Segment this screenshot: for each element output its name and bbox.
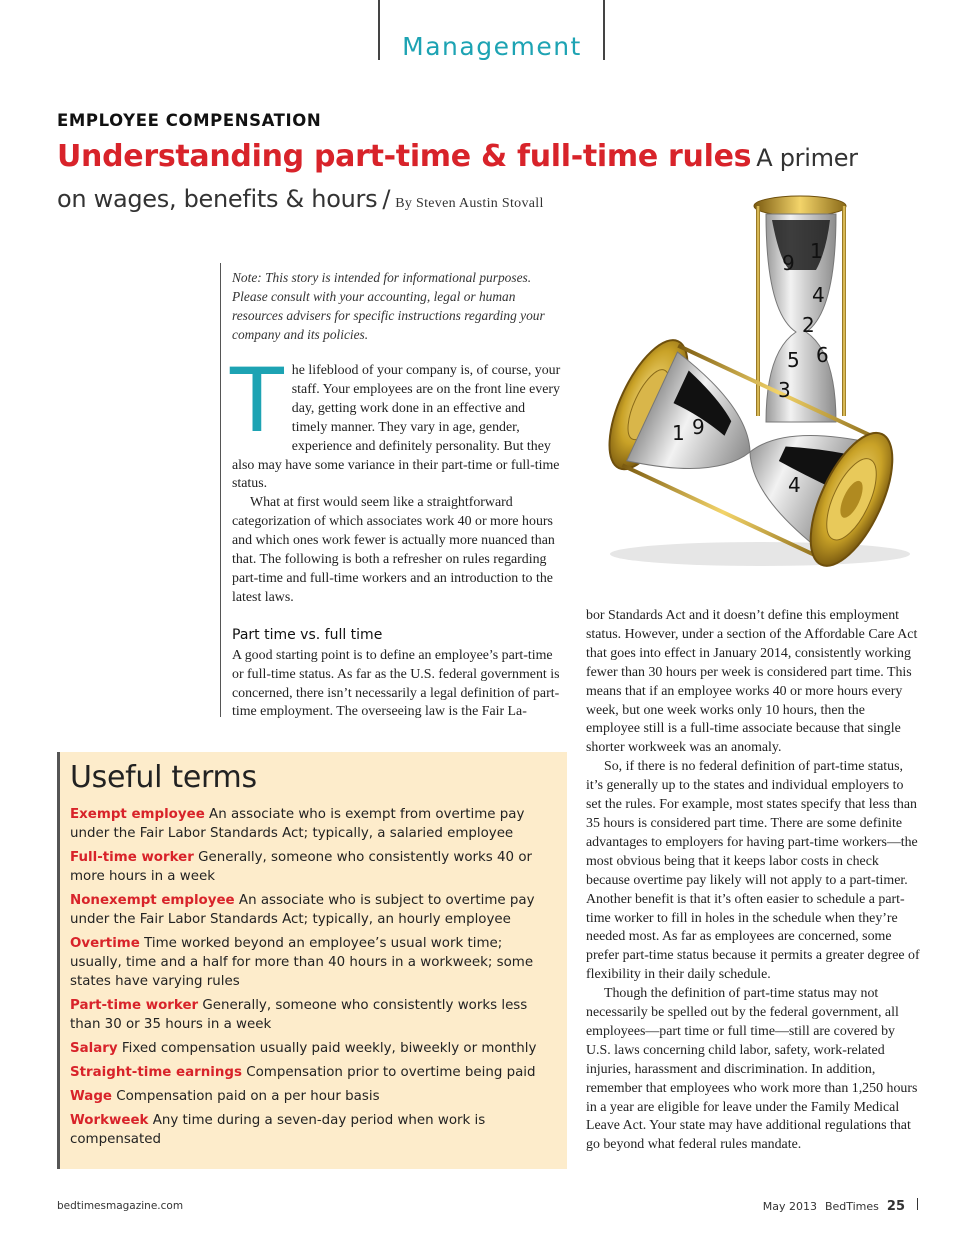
term-name: Nonexempt employee xyxy=(70,893,235,908)
article-subhead: Part time vs. full time xyxy=(232,626,383,643)
clock-numeral: 9 xyxy=(692,415,705,439)
term-definition: Fixed compensation usually paid weekly, biweekly or monthly xyxy=(121,1041,537,1056)
term-item xyxy=(70,848,557,886)
term-item xyxy=(70,1111,557,1149)
term-name: Exempt employee xyxy=(70,807,205,822)
article-paragraph: he lifeblood of your company is, of course, your staff. Your employees are on the front line every day, getting work done in an effective and timely manner. They vary in age, gender, experience and definitely personality. But they also may have some variance in their part-time or full-time status. xyxy=(232,363,561,492)
hourglass-clock-illustration xyxy=(580,192,920,572)
clock-numeral: 5 xyxy=(787,348,800,372)
clock-numeral: 1 xyxy=(810,239,823,263)
clock-numeral: 3 xyxy=(778,378,791,402)
byline: By Steven Austin Stovall xyxy=(395,196,544,211)
article-column-right xyxy=(586,607,922,1155)
term-definition: Any time during a seven-day period when work is compensated xyxy=(70,1113,486,1147)
term-definition: Compensation paid on a per hour basis xyxy=(116,1089,380,1104)
headline-subtitle-b: on wages, benefits & hours xyxy=(57,185,378,213)
article-paragraph: bor Standards Act and it doesn’t define this employment status. However, under a section of the Affordable Care Act that goes into effect in January 2014, consistently working fewer than 30 hours per week is considered part time. This means that if an employee works 40 or more hours every week, but one week works only 10 hours, then the employee still is a full-time associate because that single shorter workweek was an anomaly. xyxy=(586,608,918,756)
article-paragraph: So, if there is no federal definition of part-time status, it’s generally up to the states and individual employers to set the rules. For example, most states specify that less than 35 hours is considered part time. There are some definite advantages to employers for having part-time workers—the most obvious being that it keeps labor costs in check because overtime pay likely will not apply to a part-timer. Another benefit is that it’s often easier to schedule a part-time worker to fill in holes in the schedule when they’re needed most. As far as employees are concerned, some prefer part-time status because it permits a greater degree of flexibility in their daily schedule. xyxy=(586,759,920,983)
clock-numeral: 6 xyxy=(816,343,829,367)
page-number: 25 xyxy=(886,1199,905,1214)
term-definition: Generally, someone who consistently works less than 30 or 35 hours in a week xyxy=(70,998,528,1032)
term-item xyxy=(70,891,557,929)
article-paragraph: What at first would seem like a straightforward categorization of which associates work 40 or more hours and which ones work fewer is actually more nuanced than that. The following is both a refresher on rules regarding part-time and full-time workers and an introduction to the latest laws. xyxy=(232,495,555,605)
term-item xyxy=(70,996,557,1034)
term-name: Wage xyxy=(70,1089,112,1104)
term-definition: An associate who is exempt from overtime pay under the Fair Labor Standards Act; typically, a salaried employee xyxy=(70,807,525,841)
footer-website[interactable]: bedtimesmagazine.com xyxy=(57,1200,184,1212)
term-item xyxy=(70,1087,557,1106)
useful-terms-box xyxy=(57,752,567,1169)
footer-issue: May 2013 xyxy=(762,1200,817,1213)
term-name: Workweek xyxy=(70,1113,149,1128)
editor-note: Note: This story is intended for informational purposes. Please consult with your accounting, legal or human resources advisers for specific instructions regarding your company and its policies. xyxy=(232,270,545,342)
term-name: Part-time worker xyxy=(70,998,199,1013)
term-item xyxy=(70,1039,557,1058)
section-title: Management xyxy=(402,32,582,61)
article-paragraph: Though the definition of part-time status may not necessarily be spelled out by the federal government, all employees—part time or full time—still are covered by U.S. laws concerning child labor, safety, work-related injuries, harassment and discrimination. In addition, remember that employees who work more than 1,250 hours in a year are eligible for leave under the Family Medical Leave Act. Your state may have additional regulations that go beyond what federal rules mandate. xyxy=(586,986,918,1153)
terms-title: Useful terms xyxy=(70,760,257,795)
kicker: EMPLOYEE COMPENSATION xyxy=(57,111,322,130)
clock-numeral: 4 xyxy=(788,473,801,497)
article-column-left xyxy=(230,349,564,722)
headline-slash: / xyxy=(382,185,391,213)
column-rule xyxy=(220,263,221,717)
clock-numeral: 9 xyxy=(782,251,795,275)
drop-cap: T xyxy=(230,349,284,452)
term-definition: Compensation prior to overtime being paid xyxy=(246,1065,536,1080)
clock-numeral: 2 xyxy=(802,313,815,337)
headline-subtitle-a: A primer xyxy=(756,144,858,172)
term-definition: Generally, someone who consistently works 40 or more hours in a week xyxy=(70,850,533,884)
term-name: Overtime xyxy=(70,936,140,951)
term-item xyxy=(70,1063,557,1082)
footer-divider xyxy=(917,1198,918,1210)
term-item xyxy=(70,934,557,991)
term-definition: An associate who is subject to overtime pay under the Fair Labor Standards Act; typically, an hourly employee xyxy=(70,893,535,927)
clock-numeral: 1 xyxy=(672,421,685,445)
clock-numeral: 4 xyxy=(812,283,825,307)
term-definition: Time worked beyond an employee’s usual work time; usually, time and a half for more than 40 hours in a workweek; some states have varying rules xyxy=(70,936,534,989)
headline-title: Understanding part-time & full-time rules xyxy=(57,139,752,174)
term-name: Straight-time earnings xyxy=(70,1065,242,1080)
footer-folio xyxy=(763,1198,918,1214)
term-name: Full-time worker xyxy=(70,850,194,865)
article-paragraph: A good starting point is to define an employee’s part-time or full-time status. As far as the U.S. federal government is concerned, there isn’t necessarily a legal definition of part-time employment. The overseeing law is the Fair La- xyxy=(232,647,560,720)
term-item xyxy=(70,805,557,843)
term-name: Salary xyxy=(70,1041,118,1056)
footer-magazine: BedTimes xyxy=(824,1200,879,1213)
